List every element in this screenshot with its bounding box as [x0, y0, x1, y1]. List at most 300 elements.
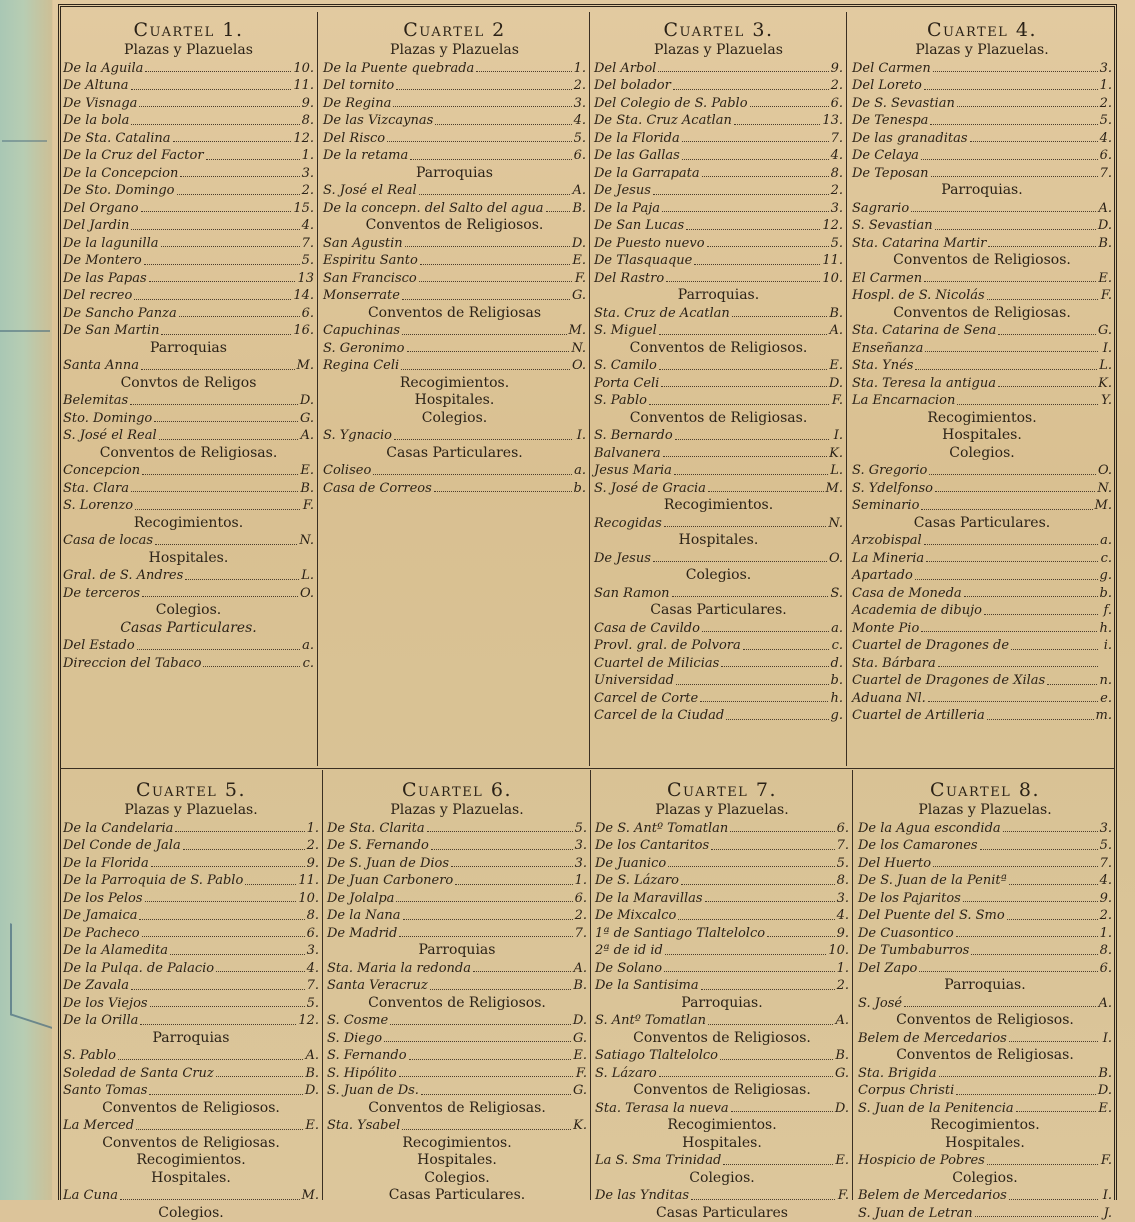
legend-entry: [852, 392, 1112, 410]
dot-leader: [434, 491, 572, 492]
dot-leader: [1007, 919, 1098, 920]
legend-entry: [63, 925, 319, 943]
entry-name: De Mixcalco: [595, 907, 676, 925]
legend-entry: [327, 1065, 587, 1083]
entry-name: De Altuna: [63, 77, 129, 95]
entry-name: Del tornito: [323, 77, 394, 95]
section-heading: Plazas y Plazuelas.: [852, 42, 1112, 60]
legend-entry: [323, 235, 586, 253]
entry-code: 10.: [822, 270, 843, 288]
entry-name: S. Lorenzo: [63, 497, 133, 515]
entry-name: Santa Anna: [63, 357, 139, 375]
dot-leader: [399, 936, 572, 937]
legend-entry: [63, 942, 319, 960]
dot-leader: [161, 334, 291, 335]
entry-name: De Visnaga: [63, 95, 137, 113]
legend-entry: [63, 960, 319, 978]
entry-name: De la Paja: [594, 200, 660, 218]
legend-entry: [852, 690, 1112, 708]
entry-name: Enseñanza: [852, 340, 923, 358]
dot-leader: [984, 614, 1098, 615]
legend-entry: [63, 872, 319, 890]
entry-code: E.: [572, 252, 586, 270]
dot-leader: [732, 316, 828, 317]
legend-entry: [595, 1152, 849, 1170]
entry-code: 4.: [307, 960, 319, 978]
dot-leader: [402, 334, 567, 335]
entry-name: De Celaya: [852, 147, 919, 165]
dot-leader: [393, 106, 571, 107]
entry-code: 2.: [831, 77, 843, 95]
dot-leader: [666, 281, 820, 282]
entry-name: De la Orilla: [63, 1012, 138, 1030]
section-heading: Plazas y Plazuelas.: [327, 802, 587, 820]
dot-leader: [131, 124, 299, 125]
entry-name: S. Hipólito: [327, 1065, 397, 1083]
entry-code: 11.: [298, 872, 319, 890]
legend-entry: [327, 977, 587, 995]
entry-name: De S. Fernando: [327, 837, 429, 855]
legend-entry: [323, 60, 586, 78]
entry-code: h.: [1099, 620, 1112, 638]
section-heading: Conventos de Religiosas.: [63, 445, 314, 463]
cuartel-2-block: [320, 18, 589, 766]
legend-entry: [63, 1187, 319, 1205]
entry-code: d.: [831, 655, 843, 673]
entry-name: Jesus Maria: [594, 462, 672, 480]
dot-leader: [664, 971, 835, 972]
entry-name: De Sto. Domingo: [63, 182, 175, 200]
entry-code: 4.: [302, 217, 314, 235]
entry-name: Corpus Christi: [858, 1082, 954, 1100]
entry-code: F.: [1100, 1152, 1112, 1170]
entry-name: La Mineria: [852, 550, 924, 568]
dot-leader: [142, 596, 298, 597]
entry-name: Gral. de S. Andres: [63, 567, 183, 585]
entry-name: Balvanera: [594, 445, 661, 463]
dot-leader: [734, 124, 820, 125]
legend-entry: [327, 1117, 587, 1135]
legend-entry: [594, 357, 843, 375]
legend-entry: [858, 820, 1112, 838]
dot-leader: [930, 124, 1097, 125]
dot-leader: [420, 264, 571, 265]
legend-entry: [858, 1065, 1112, 1083]
legend-entry: [327, 890, 587, 908]
entry-code: 2.: [574, 77, 586, 95]
dot-leader: [145, 901, 297, 902]
legend-entry: [63, 287, 314, 305]
entry-code: E.: [573, 1047, 587, 1065]
entry-code: E.: [829, 357, 843, 375]
dot-leader: [131, 89, 292, 90]
dot-leader: [373, 474, 572, 475]
entry-code: L.: [830, 462, 843, 480]
legend-entry: [63, 112, 314, 130]
entry-code: 5.: [575, 820, 587, 838]
dot-leader: [686, 229, 820, 230]
legend-entry: [63, 532, 314, 550]
dot-leader: [987, 719, 1094, 720]
entry-name: De la lagunilla: [63, 235, 159, 253]
entry-name: De la Pulqa. de Palacio: [63, 960, 214, 978]
entry-code: 15.: [293, 200, 314, 218]
dot-leader: [245, 884, 296, 885]
dot-leader: [694, 264, 820, 265]
entry-code: i.: [1100, 637, 1112, 655]
dot-leader: [924, 544, 1098, 545]
legend-entry: [594, 95, 843, 113]
entry-name: Del Rastro: [594, 270, 664, 288]
entry-code: N.: [571, 340, 586, 358]
entry-code: 6.: [1100, 960, 1112, 978]
entry-name: 1ª de Santiago Tlaltelolco: [595, 925, 765, 943]
entry-name: De los Viejos: [63, 995, 148, 1013]
dot-leader: [926, 561, 1098, 562]
dot-leader: [980, 849, 1098, 850]
column-divider: [589, 12, 590, 766]
legend-entry: [327, 1030, 587, 1048]
legend-entry: [594, 130, 843, 148]
entry-code: 1.: [302, 147, 314, 165]
legend-entry: [594, 77, 843, 95]
entry-code: 11.: [822, 252, 843, 270]
section-heading: Casas Particulares: [595, 1205, 849, 1222]
section-heading: Parroquias.: [858, 977, 1112, 995]
entry-code: 3.: [1100, 820, 1112, 838]
entry-code: g.: [1100, 567, 1112, 585]
legend-entry: [858, 1030, 1112, 1048]
entry-name: Belemitas: [63, 392, 128, 410]
legend-entry: [852, 480, 1112, 498]
entry-code: 1.: [574, 60, 586, 78]
dot-leader: [674, 474, 828, 475]
legend-entry: [323, 77, 586, 95]
dot-leader: [134, 299, 291, 300]
dot-leader: [935, 491, 1095, 492]
entry-code: N.: [828, 515, 843, 533]
entry-name: De la Florida: [63, 855, 149, 873]
entry-code: 4.: [574, 112, 586, 130]
legend-entry: [852, 287, 1112, 305]
dot-leader: [911, 211, 1096, 212]
entry-code: 16.: [293, 322, 314, 340]
dot-leader: [998, 386, 1096, 387]
legend-entry: [852, 672, 1112, 690]
legend-entry: [327, 837, 587, 855]
legend-entry: [63, 200, 314, 218]
entry-code: 13.: [822, 112, 843, 130]
entry-code: 12.: [822, 217, 843, 235]
river-line: [2, 140, 47, 142]
legend-entry: [63, 1117, 319, 1135]
entry-code: K.: [573, 1117, 587, 1135]
legend-entry: [323, 112, 586, 130]
entry-name: Del Colegio de S. Pablo: [594, 95, 748, 113]
legend-entry: [852, 620, 1112, 638]
dot-leader: [144, 264, 300, 265]
legend-entry: [594, 112, 843, 130]
dot-leader: [675, 439, 829, 440]
entry-name: De Tenespa: [852, 112, 928, 130]
section-heading: Hospitales.: [63, 550, 314, 568]
entry-name: Del Huerto: [858, 855, 931, 873]
entry-code: A.: [1098, 200, 1112, 218]
entry-code: 6.: [302, 305, 314, 323]
dot-leader: [931, 176, 1098, 177]
entry-name: Casa de locas: [63, 532, 153, 550]
dot-leader: [957, 404, 1098, 405]
legend-entry: [594, 217, 843, 235]
legend-entry: [858, 1187, 1112, 1205]
entry-name: Sagrario: [852, 200, 909, 218]
cuartel-title: Cuartel 8.: [858, 778, 1112, 802]
legend-entry: [595, 942, 849, 960]
legend-entry: [323, 357, 586, 375]
dot-leader: [175, 831, 304, 832]
entry-code: 8.: [837, 872, 849, 890]
column-divider: [846, 12, 847, 766]
dot-leader: [546, 211, 571, 212]
legend-entry: [594, 462, 843, 480]
legend-entry: [858, 925, 1112, 943]
section-heading: Parroquias.: [852, 182, 1112, 200]
entry-name: De Tumbaburros: [858, 942, 969, 960]
entry-code: 2.: [302, 182, 314, 200]
entry-name: Espiritu Santo: [323, 252, 418, 270]
section-heading: Conventos de Religiosas.: [327, 1100, 587, 1118]
dot-leader: [216, 971, 304, 972]
legend-entry: [63, 357, 314, 375]
entry-code: B.: [835, 1047, 849, 1065]
entry-name: Del recreo: [63, 287, 132, 305]
entry-code: E.: [305, 1117, 319, 1135]
cuartel-title: Cuartel 3.: [594, 18, 843, 42]
entry-code: 1.: [307, 820, 319, 838]
entry-code: 12.: [293, 130, 314, 148]
legend-entry: [63, 890, 319, 908]
entry-code: A.: [835, 1012, 849, 1030]
entry-name: De Juanico: [595, 855, 666, 873]
entry-code: M.: [1095, 497, 1112, 515]
legend-entry: [595, 1100, 849, 1118]
entry-name: De Jolalpa: [327, 890, 394, 908]
legend-entry: [63, 497, 314, 515]
entry-code: 7.: [837, 837, 849, 855]
dot-leader: [139, 106, 299, 107]
dot-leader: [668, 866, 834, 867]
section-heading: Convtos de Religos: [63, 375, 314, 393]
legend-entry: [594, 550, 843, 568]
legend-entry: [327, 855, 587, 873]
section-heading: Colegios.: [327, 1170, 587, 1188]
dot-leader: [1011, 649, 1098, 650]
dot-leader: [700, 701, 828, 702]
dot-leader: [145, 71, 291, 72]
legend-entry: [63, 95, 314, 113]
cuartel-title: Cuartel 5.: [63, 778, 319, 802]
entry-name: Aduana Nl.: [852, 690, 926, 708]
entry-name: San Ramon: [594, 585, 670, 603]
entry-code: 9.: [1100, 890, 1112, 908]
dot-leader: [139, 919, 304, 920]
dot-leader: [455, 884, 572, 885]
legend-entry: [595, 855, 849, 873]
entry-name: S. Camilo: [594, 357, 657, 375]
entry-code: 1.: [837, 960, 849, 978]
entry-name: De la Concepcion: [63, 165, 178, 183]
legend-entry: [63, 462, 314, 480]
section-heading: Colegios.: [323, 410, 586, 428]
entry-name: Hospicio de Pobres: [858, 1152, 985, 1170]
dot-leader: [173, 141, 292, 142]
legend-entry: [594, 270, 843, 288]
entry-name: Del Puente del S. Smo: [858, 907, 1005, 925]
entry-name: De Juan Carbonero: [327, 872, 453, 890]
entry-code: 4.: [837, 907, 849, 925]
legend-entry: [327, 1047, 587, 1065]
entry-code: D.: [572, 235, 586, 253]
legend-entry: [595, 872, 849, 890]
dot-leader: [419, 194, 571, 195]
entry-name: Monte Pio: [852, 620, 919, 638]
entry-code: 3.: [302, 165, 314, 183]
entry-name: De S. Sevastian: [852, 95, 955, 113]
entry-name: S. José el Real: [323, 182, 417, 200]
entry-code: M.: [297, 357, 314, 375]
dot-leader: [649, 404, 829, 405]
entry-code: 3.: [1100, 60, 1112, 78]
dot-leader: [1009, 884, 1098, 885]
dot-leader: [154, 421, 298, 422]
entry-code: 1.: [575, 872, 587, 890]
entry-code: f.: [1100, 602, 1112, 620]
entry-code: 2.: [837, 977, 849, 995]
legend-entry: [595, 820, 849, 838]
entry-code: F.: [302, 497, 314, 515]
legend-entry: [852, 602, 1112, 620]
dot-leader: [142, 474, 298, 475]
dot-leader: [216, 1076, 304, 1077]
entry-name: Casa de Moneda: [852, 585, 962, 603]
entry-code: 3.: [831, 200, 843, 218]
entry-name: S. Miguel: [594, 322, 657, 340]
entry-name: S. José el Real: [63, 427, 157, 445]
entry-code: F.: [837, 1187, 849, 1205]
entry-code: 4.: [1100, 872, 1112, 890]
entry-code: O.: [1098, 462, 1112, 480]
section-heading: Conventos de Religiosos.: [858, 1012, 1112, 1030]
entry-code: 8.: [831, 165, 843, 183]
entry-name: Casa de Cavildo: [594, 620, 700, 638]
entry-name: Concepcion: [63, 462, 140, 480]
entry-code: b.: [1100, 585, 1112, 603]
entry-name: El Carmen: [852, 270, 922, 288]
legend-entry: [595, 977, 849, 995]
legend-entry: [858, 960, 1112, 978]
dot-leader: [708, 1024, 833, 1025]
entry-code: D.: [305, 1082, 319, 1100]
legend-entry: [594, 252, 843, 270]
entry-name: Del Loreto: [852, 77, 922, 95]
dot-leader: [658, 71, 828, 72]
entry-name: Direccion del Tabaco: [63, 655, 201, 673]
section-heading: Recogimientos.: [63, 1152, 319, 1170]
entry-code: G.: [1098, 322, 1112, 340]
legend-entry: [594, 182, 843, 200]
entry-code: G.: [573, 1082, 587, 1100]
legend-entry: [63, 567, 314, 585]
section-heading: Hospitales.: [858, 1135, 1112, 1153]
entry-name: 2ª de id id: [595, 942, 663, 960]
entry-code: 7.: [307, 977, 319, 995]
dot-leader: [921, 509, 1092, 510]
entry-name: De S. Antº Tomatlan: [595, 820, 728, 838]
section-heading: Casas Particulares.: [594, 602, 843, 620]
cuartel-7-block: [592, 778, 852, 1200]
dot-leader: [767, 936, 835, 937]
legend-entry: [595, 925, 849, 943]
entry-code: M.: [826, 480, 843, 498]
entry-name: De la Maravillas: [595, 890, 703, 908]
legend-entry: [323, 252, 586, 270]
entry-code: 7.: [831, 130, 843, 148]
dot-leader: [421, 1094, 571, 1095]
entry-name: De la Puente quebrada: [323, 60, 474, 78]
dot-leader: [179, 316, 300, 317]
section-heading: Recogimientos.: [852, 410, 1112, 428]
dot-leader: [707, 246, 829, 247]
entry-name: La Merced: [63, 1117, 134, 1135]
dot-leader: [929, 474, 1096, 475]
legend-entry: [63, 1047, 319, 1065]
entry-name: Del Risco: [323, 130, 385, 148]
section-heading: Conventos de Religiosos.: [323, 217, 586, 235]
section-heading: Conventos de Religiosos.: [595, 1030, 849, 1048]
dot-leader: [141, 369, 295, 370]
dot-leader: [964, 596, 1098, 597]
section-heading: Hospitales.: [852, 427, 1112, 445]
entry-code: 9.: [837, 925, 849, 943]
legend-entry: [852, 550, 1112, 568]
entry-name: Carcel de Corte: [594, 690, 698, 708]
legend-entry: [594, 480, 843, 498]
dot-leader: [676, 684, 829, 685]
entry-name: De Sta. Cruz Acatlan: [594, 112, 732, 130]
dot-leader: [919, 971, 1097, 972]
entry-name: De S. Juan de Dios: [327, 855, 449, 873]
entry-code: 6.: [831, 95, 843, 113]
entry-name: De Cuasontico: [858, 925, 954, 943]
legend-entry: [63, 305, 314, 323]
entry-name: De la Aguila: [63, 60, 143, 78]
entry-code: 12.: [298, 1012, 319, 1030]
entry-name: S. José: [858, 995, 902, 1013]
cuartel-title: Cuartel 1.: [63, 18, 314, 42]
legend-entry: [595, 907, 849, 925]
entry-code: b.: [831, 672, 843, 690]
section-heading: Recogimientos.: [858, 1117, 1112, 1135]
entry-code: 1.: [1100, 925, 1112, 943]
entry-name: Sta. Brigida: [858, 1065, 937, 1083]
dot-leader: [933, 71, 1098, 72]
legend-entry: [852, 322, 1112, 340]
dot-leader: [682, 141, 829, 142]
entry-name: De Teposan: [852, 165, 929, 183]
entry-code: c.: [302, 655, 314, 673]
section-heading: Colegios.: [595, 1170, 849, 1188]
legend-entry: [594, 585, 843, 603]
